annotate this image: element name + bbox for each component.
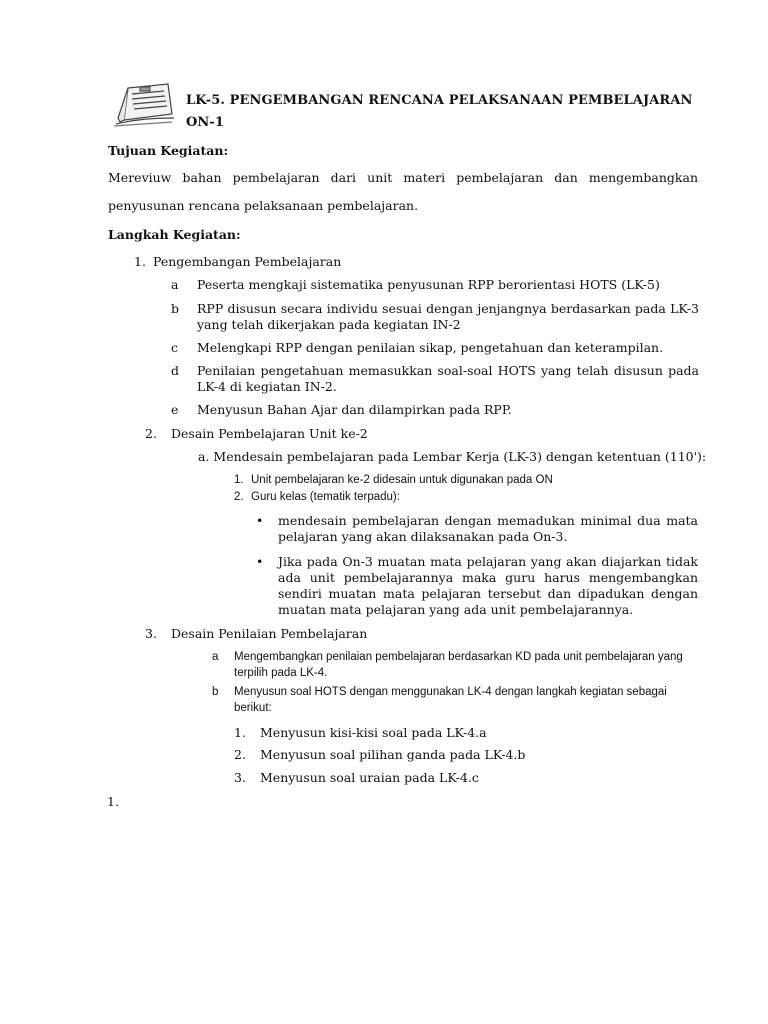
- step-item: Menyusun soal uraian pada LK-4.c: [260, 770, 479, 785]
- step-marker: 2.: [234, 747, 246, 762]
- step-marker: 3.: [234, 770, 246, 785]
- item-marker: e: [171, 402, 179, 417]
- footer-number: 1.: [107, 794, 119, 809]
- list-item: Menyusun soal HOTS dengan menggunakan LK-4 dengan langkah kegiatan sebagai berikut:: [234, 686, 667, 714]
- section3-num: 3.: [145, 626, 157, 641]
- list-item: Mengembangkan penilaian pembelajaran berdasarkan KD pada unit pembelajaran yang terpilih pada LK-4.: [234, 651, 683, 679]
- list-item: Penilaian pengetahuan memasukkan soal-soal HOTS yang telah disusun pada LK-4 di kegiatan IN-2.: [197, 363, 699, 394]
- numbered-item: Unit pembelajaran ke-2 didesain untuk digunakan pada ON: [251, 474, 553, 486]
- section2-title: Desain Pembelajaran Unit ke-2: [171, 426, 368, 441]
- langkah-heading: Langkah Kegiatan:: [108, 227, 241, 242]
- list-item: Peserta mengkaji sistematika penyusunan RPP berorientasi HOTS (LK-5): [197, 277, 660, 292]
- numbered-item: Guru kelas (tematik terpadu):: [251, 491, 400, 503]
- item-marker: d: [171, 363, 180, 378]
- step-item: Menyusun soal pilihan ganda pada LK-4.b: [260, 747, 526, 762]
- numbered-marker: 2.: [234, 491, 244, 503]
- document-icon: [110, 78, 180, 128]
- bullet-icon: •: [256, 554, 264, 569]
- item-marker: b: [171, 301, 180, 316]
- page-title-line2: ON-1: [186, 115, 225, 130]
- section1-title: Pengembangan Pembelajaran: [153, 254, 342, 269]
- numbered-marker: 1.: [234, 474, 244, 486]
- page-title: LK-5. PENGEMBANGAN RENCANA PELAKSANAAN PEMBELAJARAN: [186, 93, 693, 108]
- tujuan-heading: Tujuan Kegiatan:: [108, 143, 229, 158]
- section2-num: 2.: [145, 426, 157, 441]
- item-marker: c: [171, 340, 179, 355]
- bullet-item: mendesain pembelajaran dengan memadukan minimal dua mata pelajaran yang akan dilaksanakan pada On-3.: [278, 513, 698, 544]
- section1-num: 1.: [134, 254, 146, 269]
- list-item: Melengkapi RPP dengan penilaian sikap, pengetahuan dan keterampilan.: [197, 340, 664, 355]
- item-marker: a: [212, 651, 219, 663]
- item-marker: b: [212, 686, 219, 698]
- bullet-item: Jika pada On-3 muatan mata pelajaran yang akan diajarkan tidak ada unit pembelajarannya maka guru harus mengembangkan sendiri muatan mata pelajaran tersebut dan dipadukan dengan muatan mata pelajaran yang ada unit pembelajarannya.: [278, 554, 698, 617]
- tujuan-text: Mereviuw bahan pembelajaran dari unit materi pembelajaran dan mengembangkan penyusunan rencana pelaksanaan pembelajaran.: [108, 170, 698, 213]
- list-item: RPP disusun secara individu sesuai dengan jenjangnya berdasarkan pada LK-3 yang telah dikerjakan pada kegiatan IN-2: [197, 301, 699, 332]
- item-marker: a: [171, 277, 179, 292]
- step-marker: 1.: [234, 725, 246, 740]
- section2-sub-a: a. Mendesain pembelajaran pada Lembar Kerja (LK-3) dengan ketentuan (110'):: [198, 449, 707, 464]
- bullet-icon: •: [256, 513, 264, 528]
- section3-title: Desain Penilaian Pembelajaran: [171, 626, 368, 641]
- step-item: Menyusun kisi-kisi soal pada LK-4.a: [260, 725, 487, 740]
- list-item: Menyusun Bahan Ajar dan dilampirkan pada RPP.: [197, 402, 512, 417]
